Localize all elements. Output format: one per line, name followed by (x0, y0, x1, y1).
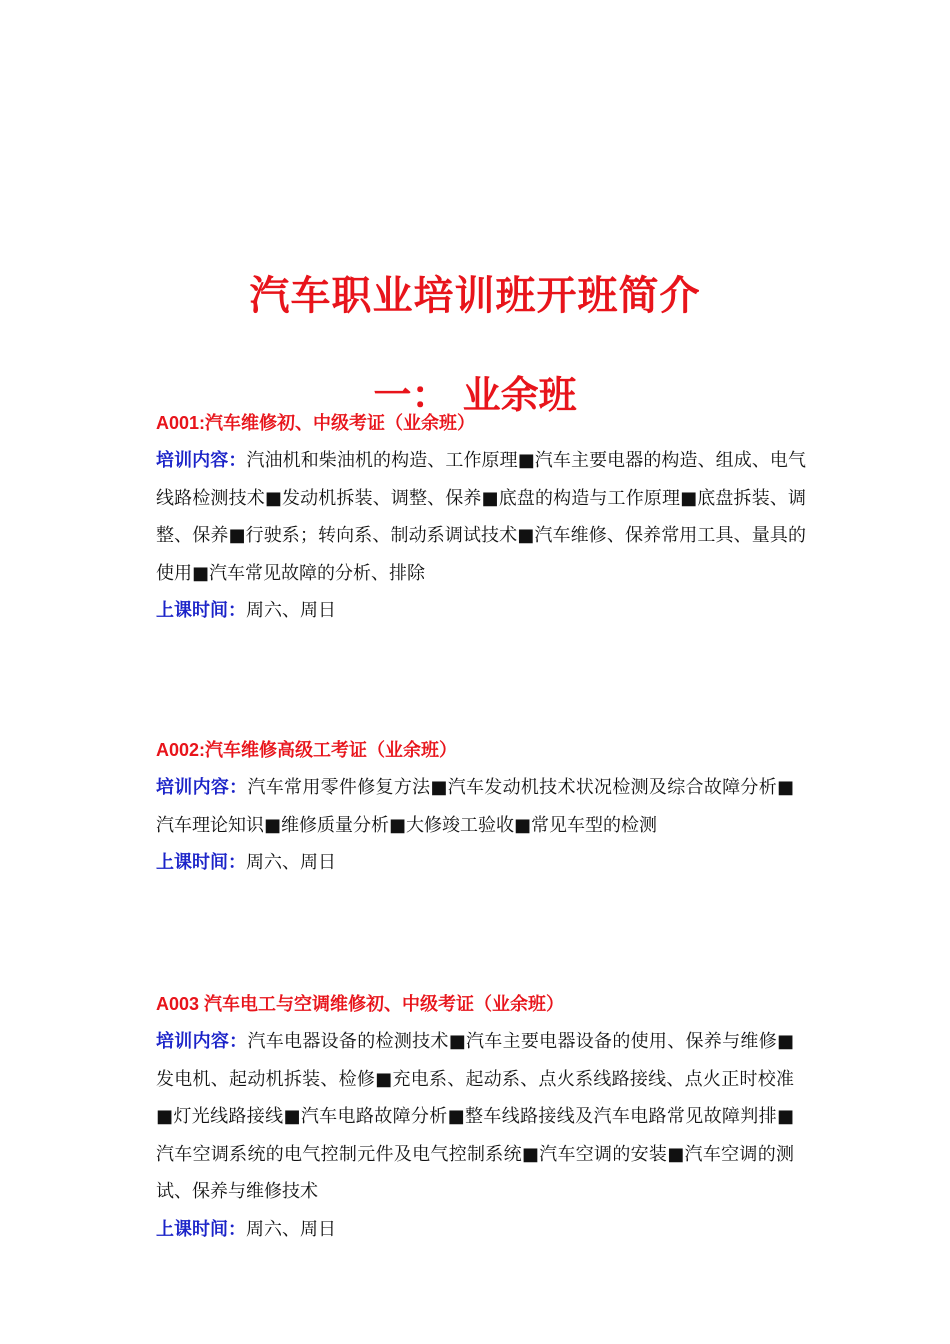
course-time-text: 周六、周日 (246, 1218, 336, 1240)
course-time-text: 周六、周日 (246, 600, 336, 621)
course-time (156, 844, 794, 882)
course-content-text: 汽油机和柴油机的构造、工作原理■汽车主要电器的构造、组成、电气线路检测技术■发动机拆装、调整、保养■底盘的构造与工作原理■底盘拆装、调整、保养■行驶系；转向系、制动系调试技术■汽车维修、保养常用工具、量具的使用■汽车常见故障的分析、排除 (156, 450, 806, 584)
course-a003 (156, 986, 794, 1248)
course-a001 (156, 405, 806, 630)
course-time (156, 592, 806, 630)
course-title: A003 汽车电工与空调维修初、中级考证（业余班） (156, 994, 565, 1014)
content-label: 培训内容： (156, 777, 248, 798)
course-content (156, 442, 806, 592)
time-label: 上课时间： (156, 1218, 246, 1240)
course-content (156, 1023, 794, 1211)
page-title: 汽车职业培训班开班简介 (249, 272, 701, 319)
section-heading: 一： 业余班 (373, 372, 577, 417)
time-label: 上课时间： (156, 852, 246, 873)
content-label: 培训内容： (156, 450, 247, 471)
course-title: A001:汽车维修初、中级考证（业余班） (156, 413, 476, 433)
content-label: 培训内容： (156, 1031, 248, 1052)
course-a002 (156, 732, 794, 882)
course-time (156, 1211, 794, 1249)
course-content-text: 汽车电器设备的检测技术■汽车主要电器设备的使用、保养与维修■发电机、起动机拆装、检修■充电系、起动系、点火系线路接线、点火正时校准■灯光线路接线■汽车电路故障分析■整车线路接线及汽车电路常见故障判排■汽车空调系统的电气控制元件及电气控制系统■汽车空调的安装■汽车空调的测试、保养与维修技术 (156, 1031, 794, 1202)
time-label: 上课时间： (156, 600, 246, 621)
course-content-text: 汽车常用零件修复方法■汽车发动机技术状况检测及综合故障分析■汽车理论知识■维修质量分析■大修竣工验收■常见车型的检测 (156, 777, 794, 836)
course-content (156, 769, 794, 844)
course-time-text: 周六、周日 (246, 852, 336, 873)
course-title: A002:汽车维修高级工考证（业余班） (156, 740, 458, 760)
